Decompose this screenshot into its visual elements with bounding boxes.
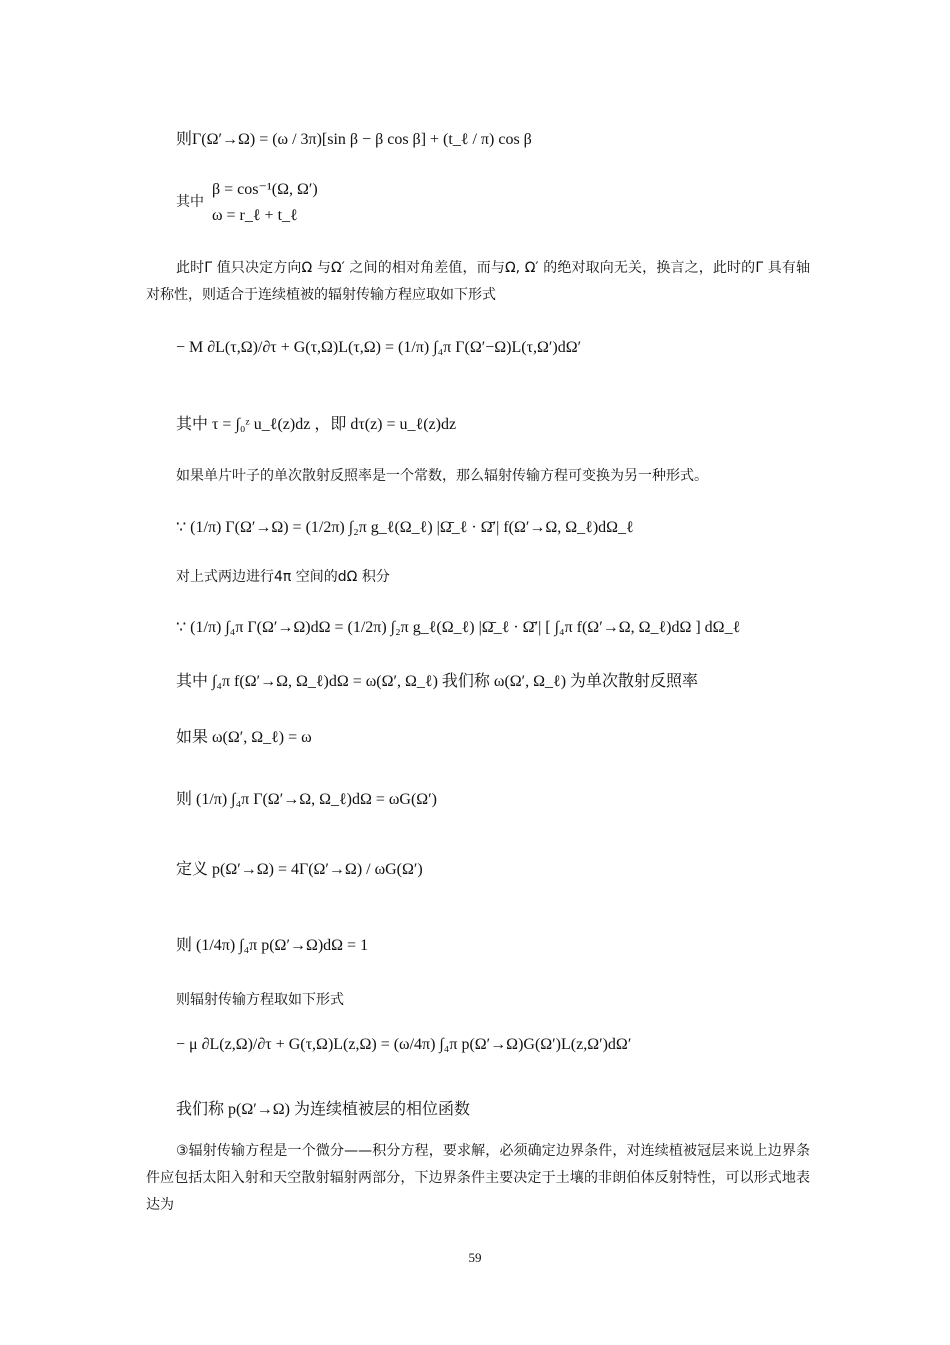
albedo-definition: 其中 ∫₄π f(Ω′→Ω, Ω_ℓ)dΩ = ω(Ω′, Ω_ℓ) 我们称 ω(Ω′, Ω_ℓ) 为单次散射反照率 (176, 673, 699, 690)
rte-form-note: 则辐射传输方程取如下形式 (176, 992, 344, 1008)
paragraph-boundary-conditions: ③辐射传输方程是一个微分——积分方程，要求解，必须确定边界条件，对连续植被冠层来说上边界条件应包括太阳入射和天空散射辐射两部分，下边界条件主要决定于土壤的非朗伯体反射特性，可以形式地表达为 (146, 1143, 810, 1213)
where-label: 其中 (176, 194, 204, 210)
paragraph-axial-symmetry: 此时Γ 值只决定方向Ω 与Ω′ 之间的相对角差值，而与Ω, Ω′ 的绝对取向无关，换言之，此时的Γ 具有轴对称性，则适合于连续植被的辐射传输方程应取如下形式 (146, 260, 810, 303)
single-scattering-note: 如果单片叶子的单次散射反照率是一个常数，那么辐射传输方程可变换为另一种形式。 (176, 468, 708, 484)
gamma-omega-g-relation: 则 (1/π) ∫₄π Γ(Ω′→Ω, Ω_ℓ)dΩ = ωG(Ω′) (176, 791, 438, 808)
radiative-transfer-equation-1: − M ∂L(τ,Ω)/∂τ + G(τ,Ω)L(τ,Ω) = (1/π) ∫₄π Γ(Ω′−Ω)L(τ,Ω′)dΩ′ (176, 339, 582, 356)
page-number: 59 (468, 1250, 482, 1265)
beta-definition: β = cos⁻¹(Ω, Ω′) (212, 181, 318, 198)
integration-note: 对上式两边进行4π 空间的dΩ 积分 (176, 569, 390, 585)
tau-definition: 其中 τ = ∫₀ᶻ u_ℓ(z)dz ，即 dτ(z) = u_ℓ(z)dz (176, 416, 457, 433)
radiative-transfer-equation-2: − μ ∂L(z,Ω)/∂τ + G(τ,Ω)L(z,Ω) = (ω/4π) ∫₄π p(Ω′→Ω)G(Ω′)L(z,Ω′)dΩ′ (176, 1036, 632, 1053)
phase-function-naming: 我们称 p(Ω′→Ω) 为连续植被层的相位函数 (176, 1101, 470, 1118)
phase-function-normalization: 则 (1/4π) ∫₄π p(Ω′→Ω)dΩ = 1 (176, 937, 369, 954)
albedo-constant-condition: 如果 ω(Ω′, Ω_ℓ) = ω (176, 729, 312, 746)
integrated-equation: ∵ (1/π) ∫₄π Γ(Ω′→Ω)dΩ = (1/2π) ∫₂π g_ℓ(Ω_ℓ) |Ω̄_ℓ · Ω̄′| [ ∫₄π f(Ω′→Ω, Ω_ℓ)dΩ ] dΩ_ℓ (176, 619, 741, 636)
gamma-integral-equation: ∵ (1/π) Γ(Ω′→Ω) = (1/2π) ∫₂π g_ℓ(Ω_ℓ) |Ω̄_ℓ · Ω̄′| f(Ω′→Ω, Ω_ℓ)dΩ_ℓ (176, 519, 634, 536)
gamma-definition-equation: 则Γ(Ω′→Ω) = (ω / 3π)[sin β − β cos β] + (t_ℓ / π) cos β (176, 131, 532, 148)
phase-function-definition: 定义 p(Ω′→Ω) = 4Γ(Ω′→Ω) / ωG(Ω′) (176, 861, 423, 878)
omega-definition: ω = r_ℓ + t_ℓ (212, 207, 298, 224)
